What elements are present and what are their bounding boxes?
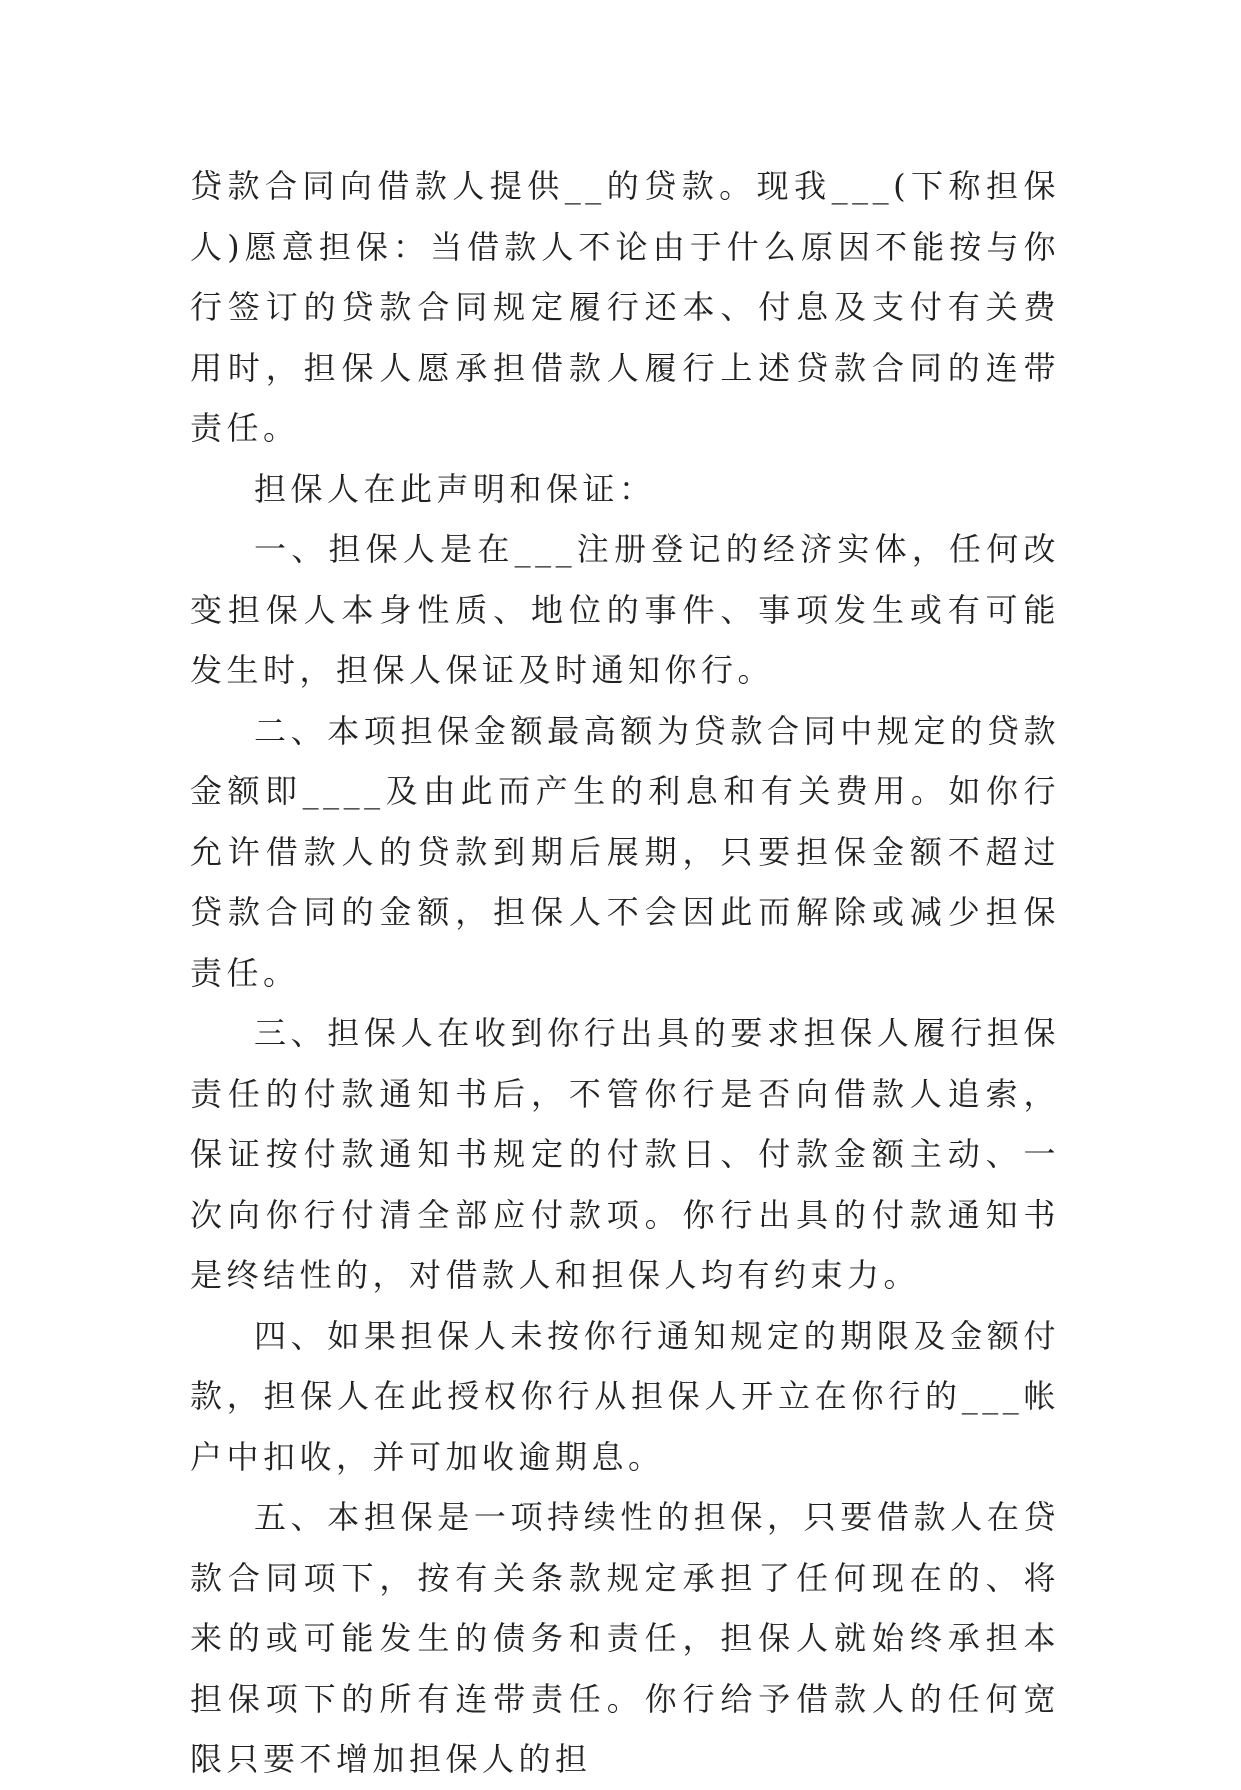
- paragraph-clause-1: 一、担保人是在___注册登记的经济实体，任何改变担保人本身性质、地位的事件、事项发生或有可能发生时，担保人保证及时通知你行。: [190, 530, 1060, 689]
- paragraph-clause-3: 三、担保人在收到你行出具的要求担保人履行担保责任的付款通知书后，不管你行是否向借款人追索，保证按付款通知书规定的付款日、付款金额主动、一次向你行付清全部应付款项。你行出具的付款通知书是终结性的，对借款人和担保人均有约束力。: [190, 1014, 1060, 1294]
- paragraph-loan-continuation: 贷款合同向借款人提供__的贷款。现我___(下称担保人)愿意担保：当借款人不论由于什么原因不能按与你行签订的贷款合同规定履行还本、付息及支付有关费用时，担保人愿承担借款人履行上述贷款合同的连带责任。: [190, 167, 1060, 447]
- paragraph-clause-5: 五、本担保是一项持续性的担保，只要借款人在贷款合同项下，按有关条款规定承担了任何现在的、将来的或可能发生的债务和责任，担保人就始终承担本担保项下的所有连带责任。你行给予借款人的任何宽限只要不增加担保人的担: [190, 1498, 1060, 1778]
- paragraph-declaration-heading: 担保人在此声明和保证：: [254, 469, 656, 508]
- paragraph-clause-4: 四、如果担保人未按你行通知规定的期限及金额付款，担保人在此授权你行从担保人开立在你行的___帐户中扣收，并可加收逾期息。: [190, 1316, 1060, 1476]
- paragraph-clause-2: 二、本项担保金额最高额为贷款合同中规定的贷款金额即____及由此而产生的利息和有关费用。如你行允许借款人的贷款到期后展期，只要担保金额不超过贷款合同的金额，担保人不会因此而解除或减少担保责任。: [190, 711, 1060, 992]
- document-page: [190, 156, 1060, 1790]
